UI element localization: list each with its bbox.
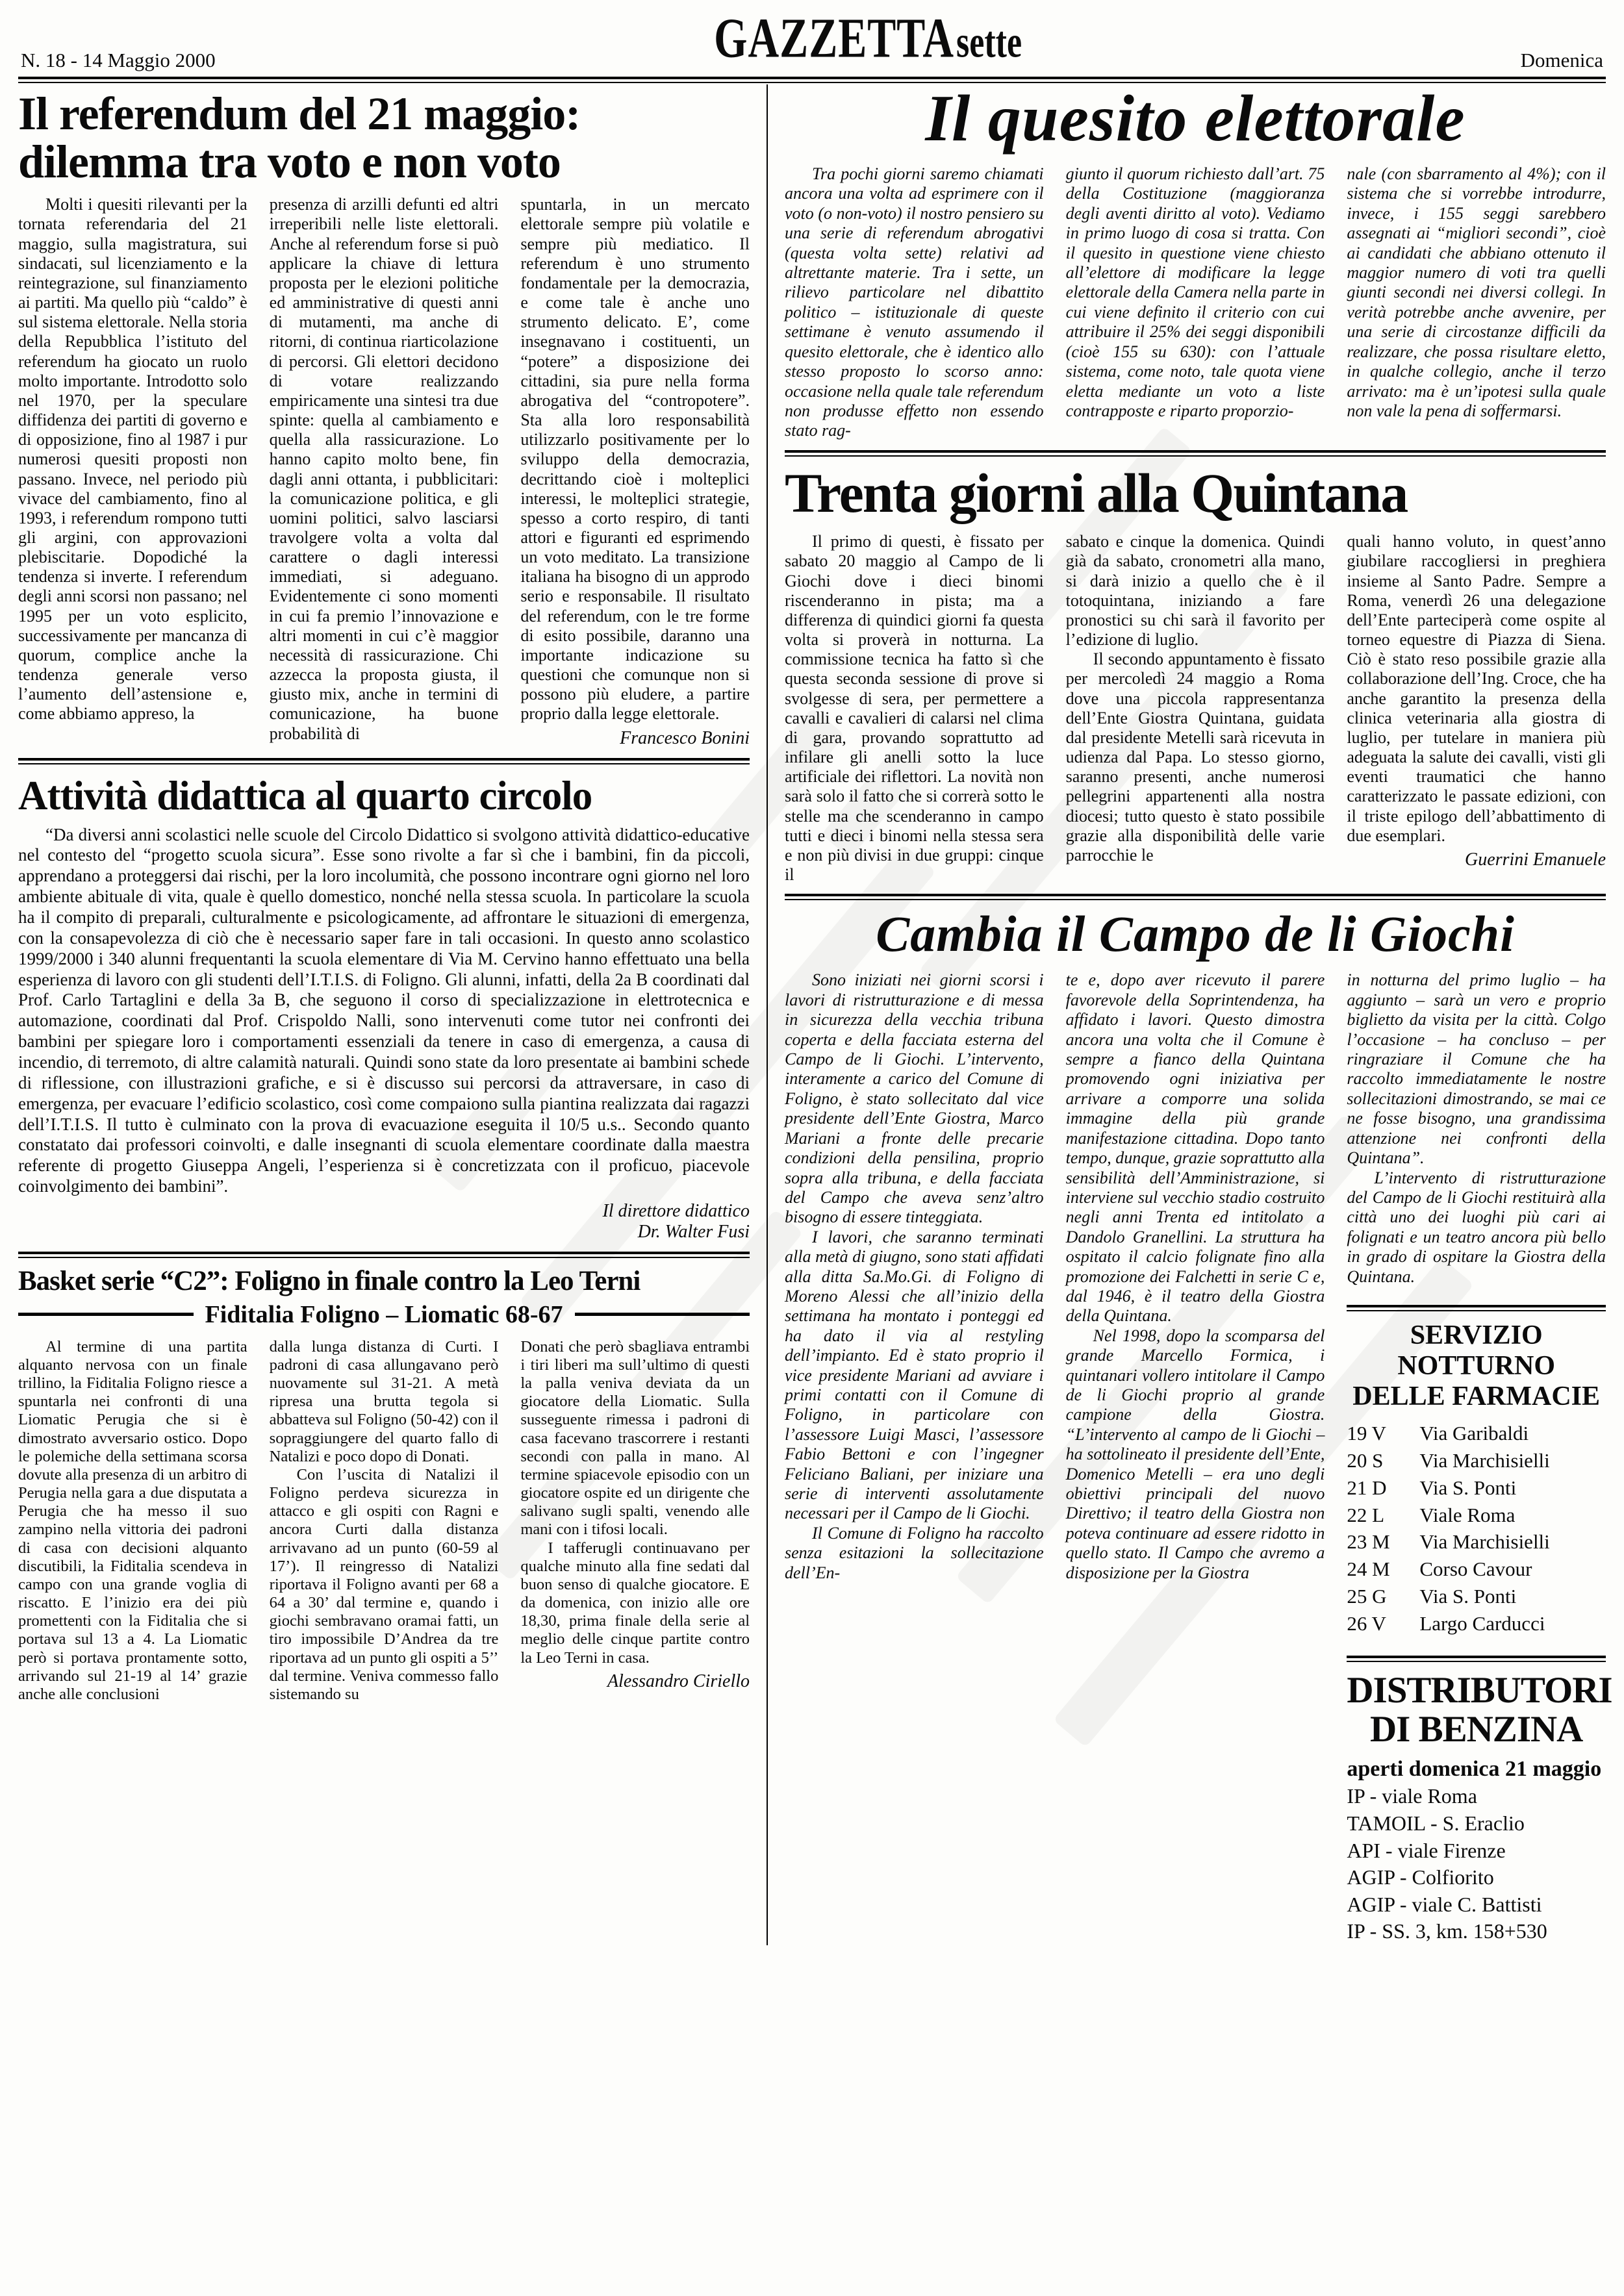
referendum-headline-line1: Il referendum del 21 maggio: [18,88,581,140]
cambia-col-2 [1066,970,1325,1945]
paragraph: Molti i quesiti rilevanti per la tornata referendaria del 21 maggio, sulla magistratura, sui sindacati, sul licenziamento e la reintegrazione, sul finanziamento ai partiti. Ma quello più “caldo” è sul sistema elettorale. Nella storia della Repubblica l’istituto del referendum ha giocato un ruolo molto importante. Introdotto solo nel 1970, per la speculare diffidenza dei partiti di governo e di opposizione, fino al 1987 i pur numerosi quesiti proposti non passano. Invece, nel periodo più vivace del cambiamento, fino al 1993, i referendum rompono tutti gli argini, con approvazioni plebiscitarie. Dopodiché la tendenza si inverte. I referendum degli anni scorsi non passano; nel 1995 per un voto esplicito, successivamente per mancanza di quorum, complice anche la tendenza generale verso l’aumento dell’astensione e, come abbiamo appreso, la [18,195,247,724]
pharmacy-day: 24 M [1347,1558,1390,1581]
article-referendum [18,90,750,749]
section-rule [785,894,1606,900]
quintana-headline: Trenta giorni alla Quintana [785,461,1408,524]
paragraph: dalla lunga distanza di Curti. I padroni di casa allungavano però nuovamente sul 31-21. A metà ripresa una brutta tegola si abbatteva sul Foligno (50-42) con il sopraggiungere del quarto fallo di Natalizi e poco dopo di Donati. [269,1337,499,1465]
page-header [18,6,1606,74]
basket-body [18,1338,750,1704]
left-section [18,84,767,1945]
referendum-col-1 [18,195,247,748]
quintana-col-2 [1066,532,1325,885]
basket-byline: Alessandro Ciriello [607,1671,750,1691]
basket-col-1 [18,1338,247,1704]
referendum-body [18,195,750,748]
paragraph: AGIP - viale C. Battisti [1347,1892,1542,1916]
paragraph: presenza di arzilli defunti ed altri irreperibili nelle liste elettorali. Anche al referendum forse si può applicare la chiave di lettura proposta per le elezioni politiche ed amministrative di questi anni di mutamenti, ma anche di ritorni, di continua riarticolazione di percorsi. Gli elettori decidono di votare realizzando empiricamente una sintesi tra due spinte: quella al cambiamento e quella alla rassicurazione. Lo hanno capito molto bene, fin dagli anni ottanta, i pubblicitari: la comunicazione politica, e gli uomini politici, salvo lasciarsi travolgere volta a volta dal carattere o dagli interessi immediati, si adeguano. Evidentemente ci sono momenti in cui fa premio l’innovazione e altri momenti in cui c’è maggior necessità di rassicurazione. Chi azzecca la proposta giusta, il giusto mix, anche in termini di comunicazione, ha buone probabilità di [269,195,499,743]
quesito-headline: Il quesito elettorale [925,82,1465,155]
article-quesito [785,84,1606,441]
box-rule [1347,1305,1606,1311]
pharmacy-row [1347,1474,1606,1502]
paragraph: Al termine di una partita alquanto nervosa con un finale trillino, la Fiditalia Foligno riesce a spuntarla nei confronti di una Liomatic Perugia che si è dimostrato avversario ostico. Dopo le polemiche della settimana scorsa dovute alla presenza di un arbitro di Perugia nella gara a due disputata a Perugia che ha messo il suo zampino nella vittoria dei padroni di casa con decisioni alquanto discutibili, la Fiditalia scendeva in campo con una grande voglia di riscatto. E l’inizio era dei più promettenti con la Fiditalia che si portava sul 13 a 4. La Liomatic però si portava prontamente sotto, arrivando sul 21-19 al 14’ grazie anche alle conclusioni [18,1337,247,1703]
pharmacy-street: Via Marchisielli [1419,1448,1550,1472]
paragraph: te e, dopo aver ricevuto il parere favorevole della Soprintendenza, ha affidato i lavori. Questo dimostra ancora una volta che il Comune è sempre a fianco della Quintana promovendo ogni iniziativa per arrivare a comporre una solida immagine della più grande manifestazione cittadina. Dopo tanto tempo, dunque, grazie soprattutto alla sensibilità dell’Amministrazione, si interviene sul vecchio stadio costruito negli anni Trenta ed intitolato a Dandolo Granellini. La struttura ha ospitato il calcio folignate fino alla promozione dei Falchetti in serie C e, dal 1946, è il teatro della Giostra della Quintana. [1065,970,1325,1326]
cambia-headline: Cambia il Campo de li Giochi [876,905,1515,963]
quintana-body [785,532,1606,885]
pharmacy-day: 23 M [1347,1530,1390,1554]
didattica-byline-name: Dr. Walter Fusi [637,1222,750,1243]
paragraph: IP - SS. 3, km. 158+530 [1347,1919,1547,1943]
cambia-body [785,970,1612,1945]
paragraph: I tafferugli continuavano per qualche minuto alla fine sedati dal buon senso di qualche giocatore. E da domenica, con inizio alle ore 18,30, prima finale della serie al meglio delle cinque partite contro la Leo Terni in casa. [520,1539,750,1667]
pharmacy-title [1347,1320,1606,1412]
pharmacy-day: 25 G [1347,1585,1387,1608]
quesito-col-1 [785,164,1044,441]
fuel-title [1347,1669,1612,1750]
basket-col-3 [520,1338,750,1704]
pharmacy-row [1347,1528,1606,1556]
paragraph: Donati che però sbagliava entrambi i tiri liberi ma sull’ultimo di questi la palla veniva deviata da un giocatore della Liomatic. Sulla susseguente rimessa i padroni di casa facevano trascorrere i restanti secondi con palla in mano. Al termine spiacevole episodio con un giocatore ospite ed un dirigente che salivano sugli spalti, venendo alle mani con i tifosi locali. [520,1337,750,1539]
pharmacy-row [1347,1556,1606,1583]
basket-headline: Basket serie “C2”: Foligno in finale contro la Leo Terni [18,1266,641,1297]
paragraph: giunto il quorum richiesto dall’art. 75 della Costituzione (maggioranza degli aventi diritto al voto). Vediamo in primo luogo di cosa si tratta. Con il quesito in questione viene chiesto all’elettore di modificare la legge elettorale della Camera nella parte in cui viene definito il criterio con cui attribuire il 25% dei seggi disponibili (cioè 155 su 630): con l’attuale sistema, come noto, tale quota viene eletta mediante un voto a liste contrapposte e riparto proporzio- [1065,164,1325,420]
pharmacy-day: 22 L [1347,1503,1385,1526]
section-rule [18,1252,750,1258]
issue-date: N. 18 - 14 Maggio 2000 [21,49,216,71]
cambia-col-1 [785,970,1044,1945]
pharmacy-row [1347,1610,1606,1637]
pharmacy-row [1347,1583,1606,1610]
paragraph: Nel 1998, dopo la scomparsa del grande Marcello Formica, i quintanari vollero intitolare il Campo de li Giochi proprio al grande campione della Giostra. “L’intervento al campo de li Giochi – ha sottolineato il presidente dell’Ente, Domenico Metelli – era uno degli obiettivi principali del nuovo Direttivo; il teatro della Giostra non poteva continuare ad essere ridotto in quello stato. Il Campo che avremo a disposizione per la Giostra [1065,1326,1325,1582]
basket-col-2 [270,1338,499,1704]
right-section [767,82,1612,1945]
paragraph: “Da diversi anni scolastici nelle scuole del Circolo Didattico si svolgono attività didattico-educative nel contesto del “progetto scuola sicura”. Esse sono rivolte a far sì che i bambini, fin da piccoli, apprendano a proteggersi dai rischi, per la loro incolumità, che possono incontrare ogni giorno nel loro ambiente abituale di vita, quale è quello domestico, nonché nella stessa scuola. In particolare la scuola ha il compito di preparali, culturalmente e psicologicamente, ad affrontare le situazioni di emergenza, con la consapevolezza di ciò che è necessario saper fare in tali occasioni. In questo anno scolastico 1999/2000 i 340 alunni frequentanti la scuola elementare di Via M. Cervino hanno effettuato una bella esperienza di lavoro con gli studenti dell’I.T.I.S. di Foligno. Gli alunni, infatti, della 2a B coordinati dal Prof. Carlo Tartaglini e della 3a B, che seguono il corso di specializzazione in elettrotecnica e automazione, coordinati dal Prof. Crispoldo Nalli, sono intervenuti come tutor nei confronti dei bambini per spiegare loro i comportamenti essenziali da tenere in caso di emergenza, a causa di incendio, di terremoto, di altre calamità naturali. Quindi sono state da loro presentate ai bambini schede di riflessione, con illustrazioni grafiche, e si è discusso sui percorsi da attraversare, in caso di emergenza, per evacuare l’edificio scolastico, così come compaiono sulla piantina realizzata dai ragazzi dell’I.T.I.S. Il tutto è culminato con la prova di evacuazione eseguita il 10/5 u.s.. Secondo quanto constatato dai professori coinvolti, e dalle insegnanti di scuola elementare coordinate dalla maestra referente di progetto Giuseppa Angeli, l’esperienza si è concretizzata con il proficuo, piacevole coinvolgimento dei bambini”. [18,824,750,1196]
pharmacy-day: 19 V [1347,1422,1386,1445]
paragraph: AGIP - Colfiorito [1347,1865,1494,1889]
quintana-col-1 [785,532,1044,885]
article-cambia [785,905,1612,1945]
referendum-col-3 [520,195,750,748]
masthead [714,6,1022,71]
paragraph: spuntarla, in un mercato elettorale sempre più volatile e sempre più mediatico. Il referendum è uno strumento fondamentale per la democrazia, e come tale è anche uno strumento delicato. E’, come insegnavano i costituenti, un “potere” a disposizione dei cittadini, sia pure nella forma abrogativa del “contropotere”. Sta alla loro responsabilità utilizzarlo positivamente per lo sviluppo della democrazia, decrittando cioè i molteplici interessi, le molteplici strategie, spesso a corto respiro, di tanti attori e figuranti ed esprimendo un voto meditato. La transizione italiana ha bisogno di un approdo serio e responsabile. Il risultato del referendum, con le tre forme di esito possibile, daranno una importante indicazione su questioni che comunque non si possono più eludere, a partire proprio dalla legge elettorale. [520,195,750,724]
cambia-col-3 [1347,970,1612,1945]
pharmacy-title-line1: SERVIZIO NOTTURNO [1397,1320,1556,1381]
article-quintana [785,461,1606,885]
referendum-col-2 [270,195,499,748]
box-rule [1347,1656,1606,1662]
referendum-headline-line2: dilemma tra voto e non voto [18,136,561,188]
basket-subhead [18,1300,750,1329]
pharmacy-title-line2: DELLE FARMACIE [1352,1381,1601,1412]
masthead-suffix: sette [956,18,1022,68]
page-body [18,82,1612,1945]
referendum-headline [18,90,750,186]
paragraph: quali hanno voluto, in quest’anno giubilare raccogliersi in preghiera insieme al Santo Padre. Sempre a Roma, venerdì 26 una delegazione dell’Ente parteciperà come ospite al torneo equestre di Piazza di Siena. Ciò è stato reso possibile grazie alla collaborazione dell’Ing. Croce, che ha anche garantito la presenza della clinica veterinaria alla giostra di luglio, per tutelare in maniera più adeguata la salute dei cavalli, visti gli eventi traumatici che hanno caratterizzato le passate edizioni, con il triste epilogo dell’abbattimento di due esemplari. [1347,532,1606,845]
didattica-byline [18,1201,750,1243]
paragraph: L’intervento di ristrutturazione del Campo de li Giochi restituirà alla città uno dei luoghi più cari ai folignati e un teatro ancora più bello in grado di ospitare la Giostra della Quintana. [1347,1168,1606,1286]
pharmacy-street: Largo Carducci [1419,1611,1545,1635]
article-basket [18,1267,750,1704]
pharmacy-day: 20 S [1347,1448,1384,1472]
pharmacy-night-service-box [1347,1305,1606,1637]
basket-score: Fiditalia Foligno – Liomatic 68-67 [205,1300,563,1328]
paragraph: Sono iniziati nei giorni scorsi i lavori di ristrutturazione e di messa in sicurezza della vecchia tribuna coperta e della facciata esterna del Campo de li Giochi. L’intervento, interamente a carico del Comune di Foligno, è stato sollecitato dal vice presidente dell’Ente Giostra, Marco Mariani a fronte delle precarie condizioni della pensilina, proprio sopra alla tribuna, e della facciata del Campo che aveva senz’altro bisogno di essere tinteggiata. [785,970,1044,1227]
section-rule [785,450,1606,457]
fuel-stations-box [1347,1656,1612,1945]
quintana-col-3 [1347,532,1606,885]
paragraph: Tra pochi giorni saremo chiamati ancora una volta ad esprimere con il voto (o non-voto) il nostro pensiero su una serie di referendum abrogativi (questa volta sette) relativi ad altrettante materie. Tra i sette, un rilievo particolare nel dibattito politico – istituzionale di queste settimane è venuto assumendo il quesito elettorale, che è identico allo stesso proposto lo scorso anno: occasione nella quale tale referendum non produsse effetto non essendo stato rag- [785,164,1044,440]
pharmacy-street: Corso Cavour [1419,1558,1532,1581]
paragraph: Il primo di questi, è fissato per sabato 20 maggio al Campo de li Giochi dove i dieci binomi riscenderanno in pista; ma a differenza di quindici giorni fa questa volta si proverà in notturna. La commissione tecnica ha fatto sì che questa seconda sessione di prove si svolgesse di sera, per permettere a cavalli e cavalieri di calarsi nel clima di gara, provando soprattutto ad infilare gli anelli sotto la luce artificiale dei riflettori. La novità non sarà solo il fatto che si correrà sotto le stelle ma che scenderanno in campo tutti e dieci i binomi nella stessa sera e non più divisi in due gruppi: cinque il [785,532,1044,884]
quesito-body [785,164,1606,441]
pharmacy-list [1347,1420,1606,1637]
pharmacy-street: Via Marchisielli [1419,1530,1550,1554]
masthead-title: GAZZETTA [714,6,955,70]
paragraph: TAMOIL - S. Eraclio [1347,1811,1525,1835]
fuel-subtitle: aperti domenica 21 maggio [1347,1756,1602,1781]
section-rule [18,758,750,764]
paragraph: sabato e cinque la domenica. Quindi già da sabato, cronometri alla mano, si darà inizio a quello che è il totoquintana, iniziando a fare pronostici su chi sarà il favorito per l’edizione di luglio. [1065,532,1325,650]
quesito-col-3 [1347,164,1606,441]
pharmacy-street: Via S. Ponti [1419,1585,1517,1608]
pharmacy-street: Via Garibaldi [1419,1422,1529,1445]
pharmacy-row [1347,1502,1606,1529]
paragraph: I lavori, che saranno terminati alla metà di giugno, sono stati affidati alla ditta Sa.Mo.Gi. di Foligno di Moreno Alessi che all’inizio della settimana ha montato i ponteggi ed ha dato il via al restyling dell’impianto. Ed è stato proprio il vice presidente Mariani ad avviare i primi contatti con il Comune di Foligno, in particolare con l’assessore Luigi Masci, l’assessore Fabio Bettoni e con l’ingegner Feliciano Baliani, per iniziare una serie di interventi assolutamente necessari per il Campo de li Giochi. [785,1227,1044,1523]
pharmacy-street: Via S. Ponti [1419,1476,1517,1499]
paragraph: in notturna del primo luglio – ha aggiunto – sarà un vero e proprio biglietto da visita per la città. Colgo l’occasione – ha concluso – per ringraziare il Comune che ha raccolto immediatamente le nostre sollecitazioni dimostrando, se mai ce ne fosse bisogno, una grandissima attenzione nei confronti della Quintana”. [1347,970,1606,1168]
paragraph: Il secondo appuntamento è fissato per mercoledì 24 maggio a Roma dove una piccola rappresentanza dell’Ente Giostra Quintana, guidata dal presidente Metelli sarà ricevuta in udienza dal Papa. Lo stesso giorno, saranno presenti, anche numerosi pellegrini appartenenti alla nostra diocesi; tutto questo è stato possibile grazie alla disponibilità delle varie parrocchie le [1065,650,1325,864]
pharmacy-street: Viale Roma [1419,1503,1516,1526]
pharmacy-day: 21 D [1347,1476,1387,1499]
fuel-title-line2: DI BENZINA [1370,1709,1583,1750]
didattica-byline-role: Il direttore didattico [602,1201,750,1222]
paragraph: nale (con sbarramento al 4%); con il sistema che si vorrebbe introdurre, invece, i 155 seggi sarebbero assegnati ai “migliori secondi”, cioè ai candidati che abbiano ottenuto il maggior numero di voti tra quelli giunti secondi nei diversi collegi. In verità potrebbe anche avvenire, per una serie di circostanze difficili da realizzare, che possa risultare eletto, in qualche collegio, anche il terzo arrivato: ma è un’ipotesi sulla quale non vale la pena di soffermarsi. [1347,164,1606,420]
pharmacy-day: 26 V [1347,1611,1386,1635]
fuel-title-line1: DISTRIBUTORI [1347,1669,1612,1711]
quesito-col-2 [1066,164,1325,441]
paragraph: IP - viale Roma [1347,1784,1477,1808]
fuel-list [1347,1783,1606,1945]
didattica-body [18,825,750,1197]
paragraph: Il Comune di Foligno ha raccolto senza esitazioni la sollecitazione dell’En- [785,1523,1044,1582]
weekday-label: Domenica [1520,49,1603,71]
referendum-byline: Francesco Bonini [620,727,750,748]
quintana-byline: Guerrini Emanuele [1465,849,1606,870]
paragraph: API - viale Firenze [1347,1838,1506,1862]
article-didattica [18,772,750,1243]
didattica-headline: Attività didattica al quarto circolo [18,772,592,818]
pharmacy-row [1347,1447,1606,1474]
paragraph: Con l’uscita di Natalizi il Foligno perdeva sicurezza in attacco e gli ospiti con Ragni e ancora Curti dalla distanza arrivavano ad un punto (60-59 al 17’). Il reingresso di Natalizi riportava il Foligno avanti per 68 a 64 a 30’ dal termine e, quando i giochi sembravano oramai fatti, un tiro impossibile D’Andrea da tre riportava ad un punto gli ospiti a 5’’ dal termine. Veniva commesso fallo sistemando su [269,1465,499,1703]
pharmacy-row [1347,1420,1606,1447]
